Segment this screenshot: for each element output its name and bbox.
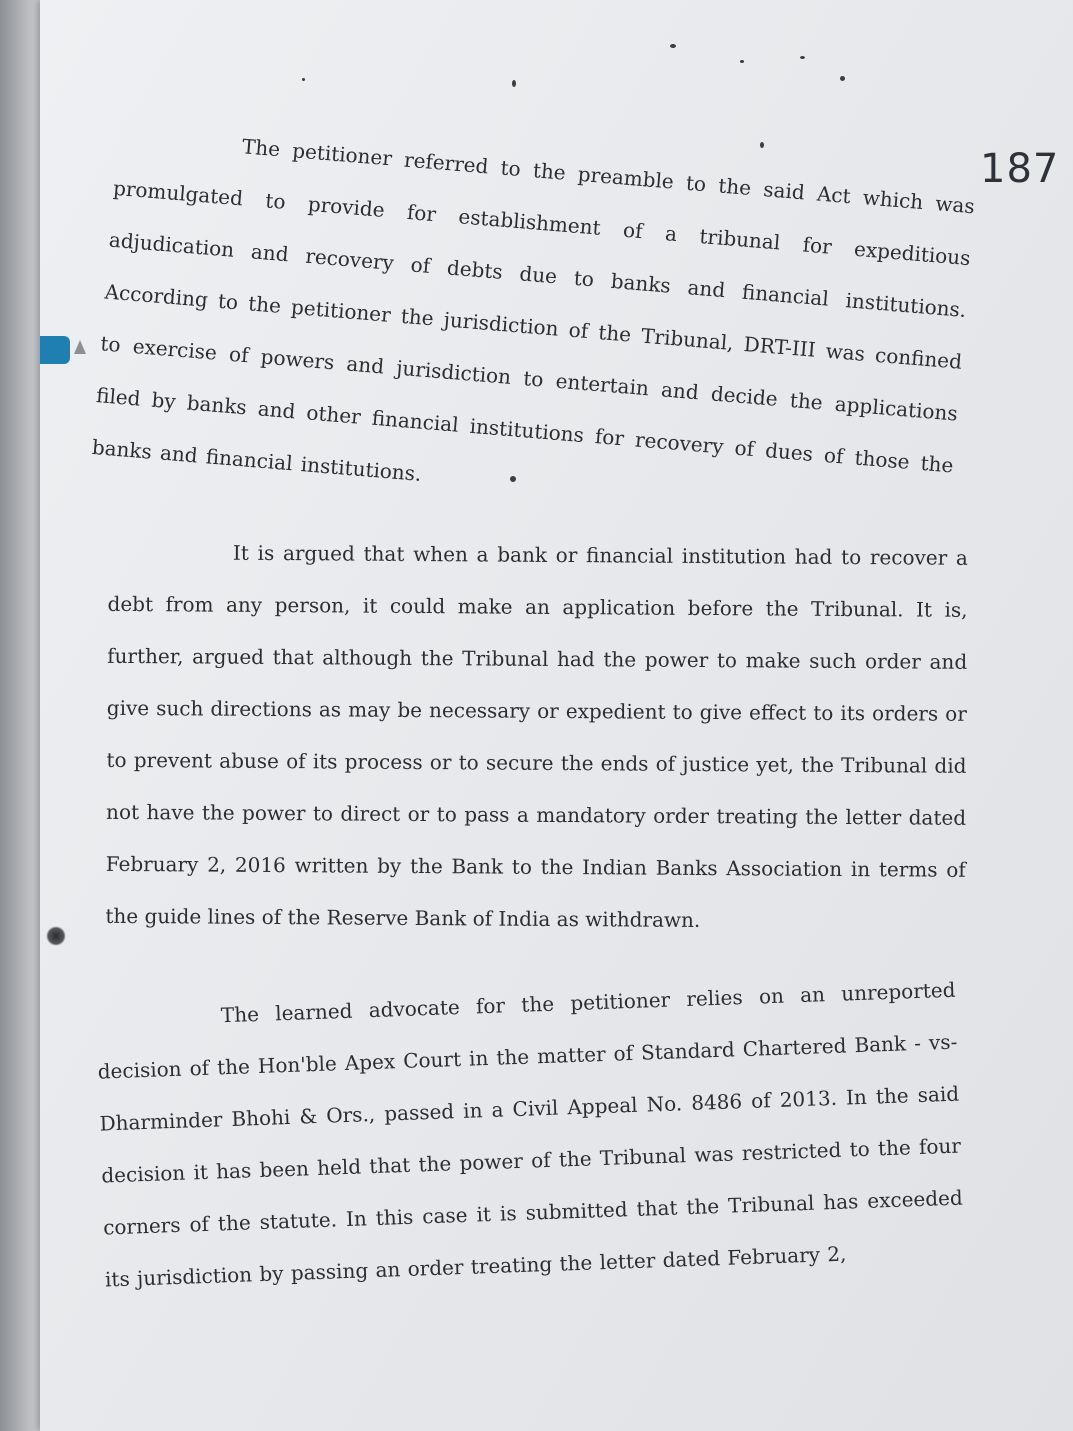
- page-speck: [670, 44, 676, 48]
- handwritten-page-number: 187: [980, 146, 1060, 192]
- document-page: [40, 0, 1073, 1431]
- page-speck: [302, 78, 305, 81]
- document-body: [85, 100, 980, 1382]
- paragraph-2: It is argued that when a bank or financial institution had to recover a debt from any person, it could make an application before the Tribunal. It is, further, argued that although the Tribunal had the power to make such order and give such directions as may be necessary or expedient to give effect to its orders or to prevent abuse of its process or to secure the ends of justice yet, the Tribunal did not have the power to direct or to pass a mandatory order treating the letter dated February 2, 2016 written by the Bank to the Indian Banks Association in terms of the guide lines of the Reserve Bank of India as withdrawn.: [105, 540, 968, 932]
- paragraph-1: The petitioner referred to the preamble to the said Act which was promulgated to provide for establishment of a tribunal for expeditious adjudication and recovery of debts due to banks and financial institutions. According to the petitioner the jurisdiction of the Tribunal, DRT-III was confined to exercise of powers and jurisdiction to entertain and decide the applications filed by banks and other financial institutions for recovery of dues of those the banks and financial institutions.: [91, 134, 976, 486]
- page-speck: [740, 60, 744, 63]
- ink-speck: [46, 926, 66, 946]
- blue-tab-marker: [40, 336, 70, 364]
- page-speck: [840, 76, 845, 81]
- page-speck: [800, 56, 805, 59]
- paragraph-3: The learned advocate for the petitioner relies on an unreported decision of the Hon'ble Apex Court in the matter of Standard Chartered Bank - vs- Dharminder Bhohi & Ors., passed in a Civil Appeal No. 8486 of 2013. In the said decision it has been held that the power of the Tribunal was restricted to the four corners of the statute. In this case it is submitted that the Tribunal has exceeded its jurisdiction by passing an order treating the letter dated February 2,: [97, 977, 964, 1292]
- page-speck: [512, 80, 516, 87]
